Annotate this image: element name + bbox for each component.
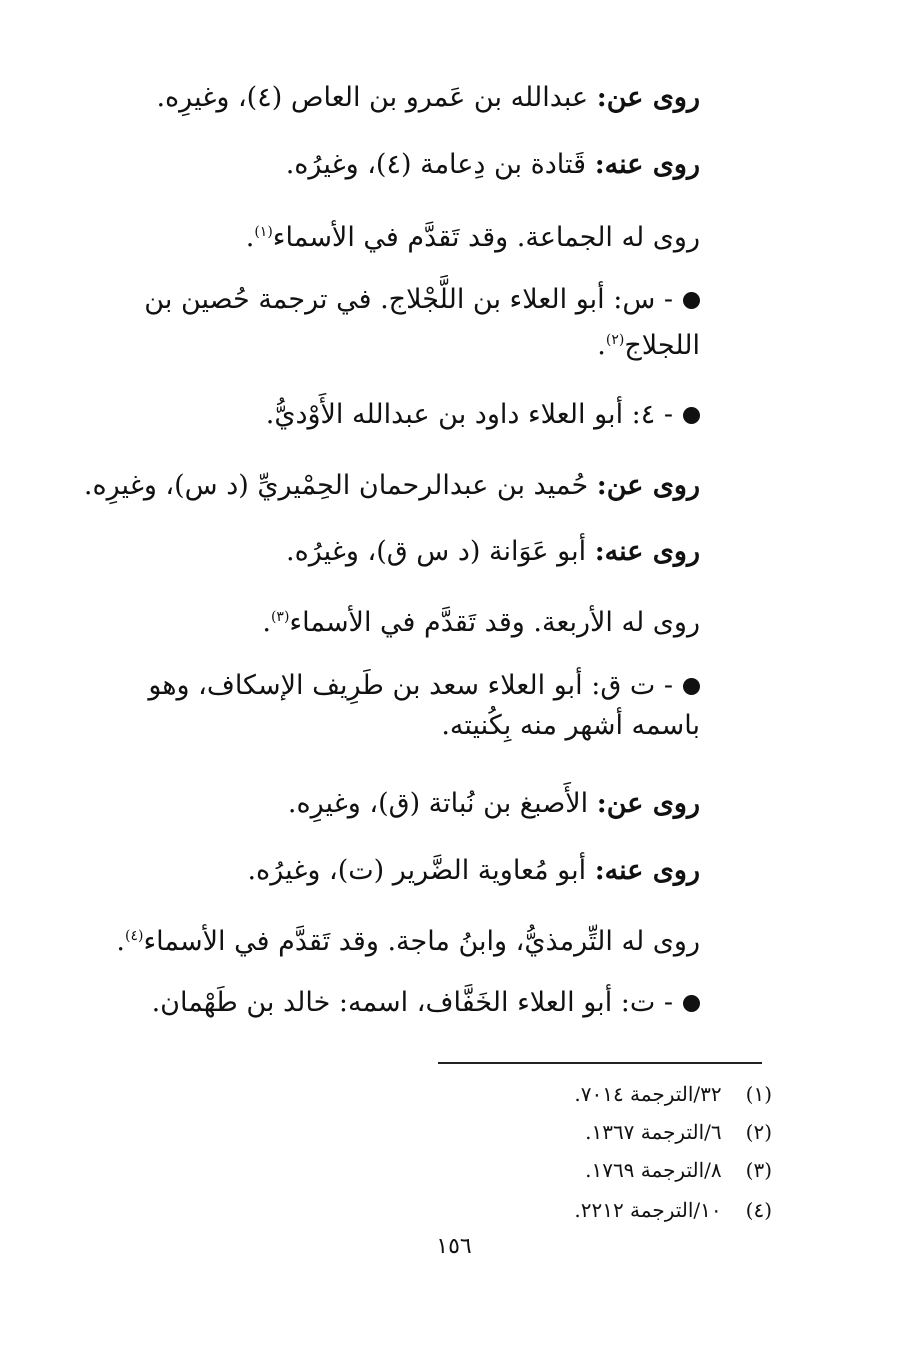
line-text: حُميد بن عبدالرحمان الحِمْيريِّ (د س)، وغيرِه. [83, 470, 589, 501]
footnote-ref: (٣) [270, 609, 290, 625]
footnote-number: (٢) [745, 1120, 772, 1144]
footnote-ref: (١) [254, 224, 273, 240]
line-text: قَتادة بن دِعامة (٤)، وغيرُه. [285, 149, 587, 180]
footnote-text: ٨/الترجمة ١٧٦٩. [585, 1158, 722, 1182]
narrated-by-label: روى عنه: [594, 149, 700, 180]
entry-text: - ت ق: أبو العلاء سعد بن طَرِيف الإسكاف، وهو باسمه أشهر منه بِكُنيته. [148, 670, 700, 741]
footnote-number: (١) [745, 1082, 772, 1106]
reported-by-line: روى له الجماعة. وقد تَقدَّم في الأسماء$^{(١)}$. [245, 222, 700, 253]
entry-text: - ت: أبو العلاء الخَفَّاف، اسمه: خالد بن طَهْمان. [151, 987, 673, 1018]
line-text: الأَصبغ بن نُباتة (ق)، وغيرِه. [287, 788, 589, 819]
narrated-by-label: روى عنه: [594, 855, 700, 886]
footnote-4 [574, 1196, 772, 1224]
narrated-from-label: روى عن: [596, 82, 700, 113]
footnote-number: (٤) [745, 1198, 772, 1222]
line-text: روى له الجماعة. وقد تَقدَّم في الأسماء [272, 222, 700, 253]
entry-abu-alala-saad [140, 666, 700, 746]
footnote-ref: (٢) [605, 332, 625, 348]
entry-abu-alala-ibn-lajlaj: - س: أبو العلاء بن اللَّجْلاج. في ترجمة حُصين بن اللجلاج$^{(٢)}$. [144, 284, 700, 361]
entry-abu-alala-khaffaf [152, 983, 700, 1023]
footnote-ref: (٤) [125, 928, 144, 944]
narrated-by-label: روى عنه: [594, 536, 700, 567]
footnote-1 [574, 1080, 772, 1108]
narrated-by-line [286, 145, 700, 185]
line-text: روى له التِّرمذيُّ، وابنُ ماجة. وقد تَقدَّم في الأسماء [143, 926, 700, 957]
footnote-text: ٣٢/الترجمة ٧٠١٤. [574, 1082, 722, 1106]
bullet-icon [683, 292, 700, 309]
narrated-by-line [286, 532, 700, 572]
narrated-from-line [288, 784, 700, 824]
bullet-icon [683, 407, 700, 424]
narrated-from-label: روى عن: [596, 788, 700, 819]
line-text: أبو عَوَانة (د س ق)، وغيرُه. [286, 536, 587, 567]
narrated-from-line [84, 466, 700, 506]
footnote-divider [438, 1062, 762, 1064]
line-text: روى له الأربعة. وقد تَقدَّم في الأسماء [289, 607, 700, 638]
reported-by-line: روى له التِّرمذيُّ، وابنُ ماجة. وقد تَقدَّم في الأسماء$^{(٤)}$. [116, 926, 700, 957]
footnote-text: ١٠/الترجمة ٢٢١٢. [574, 1198, 722, 1222]
line-text: أبو مُعاوية الضَّرير (ت)، وغيرُه. [247, 855, 587, 886]
entry-abu-alala-dawud [266, 395, 700, 435]
entry-text: - ٤: أبو العلاء داود بن عبدالله الأَوْديُّ. [265, 399, 673, 430]
narrated-by-line [247, 851, 700, 891]
page-number: ١٥٦ [436, 1234, 472, 1259]
bullet-icon [683, 995, 700, 1012]
bullet-icon [683, 678, 700, 695]
footnote-3 [585, 1156, 772, 1184]
footnote-number: (٣) [745, 1158, 772, 1182]
reported-by-line: روى له الأربعة. وقد تَقدَّم في الأسماء$^{(٣)}$. [262, 607, 700, 638]
line-text: عبدالله بن عَمرو بن العاص (٤)، وغيرِه. [156, 82, 589, 113]
narrated-from-line [156, 78, 700, 118]
footnote-text: ٦/الترجمة ١٣٦٧. [585, 1120, 722, 1144]
narrated-from-label: روى عن: [596, 470, 700, 501]
footnote-2 [585, 1118, 772, 1146]
entry-text: - س: أبو العلاء بن اللَّجْلاج. في ترجمة حُصين بن اللجلاج [144, 284, 700, 361]
